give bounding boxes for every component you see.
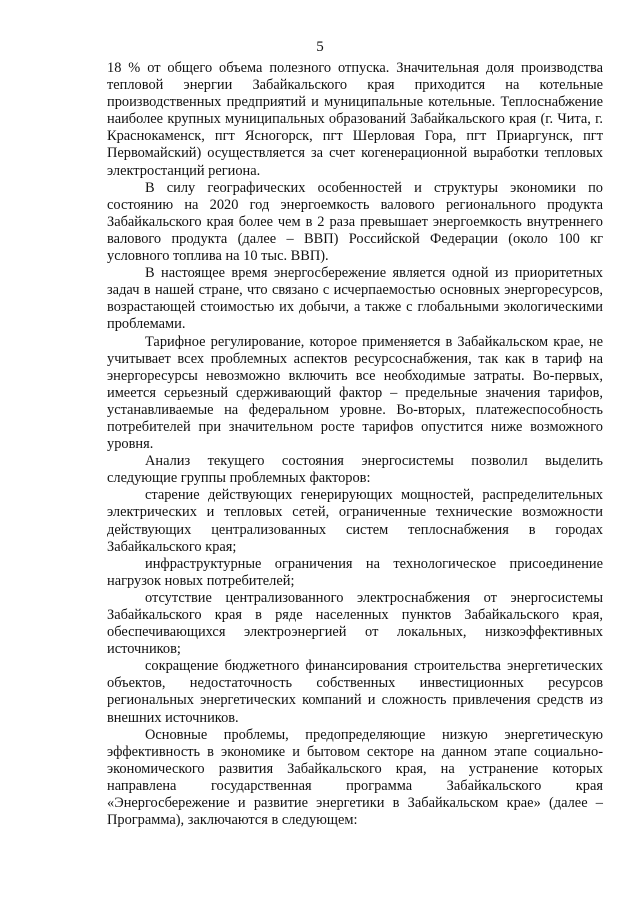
paragraph-continuation: 18 % от общего объема полезного отпуска. Значительная доля производства тепловой энергии Забайкальского края приходится на котельные производственных предприятий и муниципальные котельные. Теплоснабжение наиболее крупных муниципальных образований Забайкальского края (г. Чита, г. Краснокаменск, пгт Ясногорск, пгт Шерловая Гора, пгт Приаргунск, пгт Первомайский) осуществляется за счет когенерационной выработки тепловых электростанций региона. bbox=[107, 60, 603, 179]
paragraph-energy-saving-priority: В настоящее время энергосбережение является одной из приоритетных задач в нашей стране, что связано с исчерпаемостью основных энергоресурсов, возрастающей стоимостью их добычи, а также с глобальными экологическими проблемами. bbox=[107, 265, 603, 333]
list-item-aging-capacity: старение действующих генерирующих мощностей, распределительных электрических и тепловых сетей, ограниченные технические возможности действующих централизованных систем теплоснабжения в городах Забайкальского края; bbox=[107, 487, 603, 555]
paragraph-analysis-intro: Анализ текущего состояния энергосистемы позволил выделить следующие группы проблемных факторов: bbox=[107, 453, 603, 487]
list-item-no-central-supply: отсутствие централизованного электроснабжения от энергосистемы Забайкальского края в ряде населенных пунктов Забайкальского края, обеспечивающихся электроэнергией от локальных, низкоэффективных источников; bbox=[107, 589, 603, 658]
list-item-budget-reduction: сокращение бюджетного финансирования строительства энергетических объектов, недостаточность собственных инвестиционных ресурсов региональных энергетических компаний и сложность привлечения средств из внешних источников. bbox=[107, 658, 603, 726]
paragraph-main-problems: Основные проблемы, предопределяющие низкую энергетическую эффективность в экономике и бытовом секторе на данном этапе социально-экономического развития Забайкальского края, на устранение которых направлена государственная программа Забайкальского края «Энергосбережение и развитие энергетики в Забайкальском крае» (далее – Программа), заключаются в следующем: bbox=[107, 726, 603, 829]
page-number: 5 bbox=[316, 39, 324, 55]
document-body bbox=[107, 60, 603, 829]
list-item-infrastructure-limits: инфраструктурные ограничения на технологическое присоединение нагрузок новых потребителей; bbox=[107, 555, 603, 589]
paragraph-energy-intensity: В силу географических особенностей и структуры экономики по состоянию на 2020 год энергоемкость валового регионального продукта Забайкальского края более чем в 2 раза превышает энергоемкость внутреннего валового продукта (далее – ВВП) Российской Федерации (около 100 кг условного топлива на 10 тыс. ВВП). bbox=[107, 179, 603, 265]
paragraph-tariff-regulation: Тарифное регулирование, которое применяется в Забайкальском крае, не учитывает всех проблемных аспектов ресурсоснабжения, так как в тариф на энергоресурсы невозможно включить все необходимые затраты. Во-первых, имеется серьезный сдерживающий фактор – предельные значения тарифов, устанавливаемые на федеральном уровне. Во-вторых, платежеспособность потребителей при значительном росте тарифов опустится ниже возможного уровня. bbox=[107, 333, 603, 453]
